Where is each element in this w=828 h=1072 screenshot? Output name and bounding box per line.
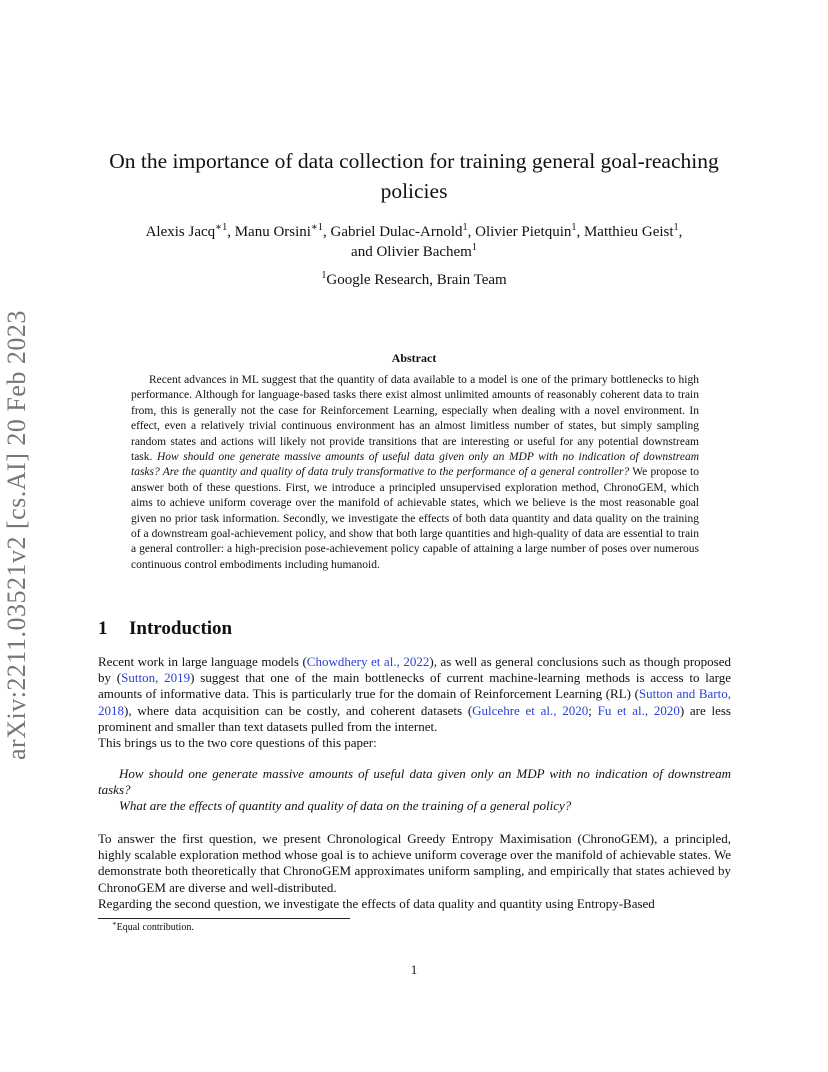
author-name: Olivier Pietquin [475,224,572,240]
text-run: ) suggest that one of the main bottlenecks of current machine-learning methods is access to large amounts of informative data. This is particularly true for the domain of Reinforcement Learning (RL) ( [98,670,731,702]
section-title: Introduction [129,618,233,639]
paper-title: On the importance of data collection for training general goal-reaching policies [109,149,719,203]
citation-link[interactable]: Fu et al., 2020 [597,702,680,718]
author-mark: ∗1 [215,222,228,233]
author-name: Gabriel Dulac-Arnold [330,224,463,240]
footnote [112,922,194,933]
author-name: Manu Orsini [234,224,311,240]
footnote-rule [98,918,350,919]
author-mark: 1 [462,222,468,233]
author-name: Alexis Jacq [145,224,216,240]
author-mark: 1 [673,222,679,233]
page-number: 1 [410,962,418,977]
question-2: What are the effects of quantity and quality of data on the training of a general policy? [119,798,572,814]
text-run: ), as well as general conclusions such as though proposed by ( [98,654,731,686]
citation-link[interactable]: Sutton and Barto, 2018 [98,686,732,718]
text-run: Regarding the second question, we investigate the effects of data quality and quantity using Entropy-Based [98,895,655,911]
arxiv-identifier: arXiv:2211.03521v2 [cs.AI] 20 Feb 2023 [2,310,31,760]
core-questions [98,766,731,815]
author-mark: ∗1 [310,222,323,233]
question-1: How should one generate massive amounts of useful data given only an MDP with no indication of downstream tasks? [98,766,731,798]
text-run: ), where data acquisition can be costly, and coherent datasets ( [124,702,473,718]
intro-paragraph-1 [98,654,731,751]
intro-paragraph-2 [98,831,731,912]
author-name: Matthieu Geist [583,224,674,240]
text-run: ; [588,702,598,718]
section-number: 1 [98,618,108,639]
footnote-mark: ∗ [112,920,117,928]
citation-link[interactable]: Chowdhery et al., 2022 [306,654,430,669]
citation-link[interactable]: Sutton, 2019 [121,670,191,686]
text-run: To answer the first question, we present Chronological Greedy Entropy Maximisation (ChronoGEM), a principled, highly scalable exploration method whose goal is to achieve uniform coverage over the manifold of achievable states. We demonstrate both theoretically that ChronoGEM approximates uniform sampling, and empirically that states achieved by ChronoGEM are diverse and well-distributed. [98,831,731,895]
text-run: ) are less prominent and smaller than text datasets pulled from the internet. [98,702,731,734]
affiliation [100,272,728,289]
affiliation-name: Google Research, Brain Team [326,272,507,288]
abstract-part: Recent advances in ML suggest that the quantity of data available to a model is one of the primary bottlenecks to high performance. Although for language-based tasks there exist almost unlimited amounts of reasonably coherent data to train from, this is generally not the case for Reinforcement Learning, especially when dealing with a novel environment. In effect, even a relatively trivial continuous environment has an almost limitless number of states, but simply sampling random states and actions will likely not provide transitions that are interesting or useful for any potential downstream task. [131,374,699,464]
author-list: Alexis Jacq$^{∗1}$, Manu Orsini$^{∗1}$, Gabriel Dulac-Arnold$^1$, Olivier Pietquin$^1$, Matthieu Geist$^1$, and Olivier Bachem$^1$ [145,222,683,260]
abstract-questions: How should one generate massive amounts of useful data given only an MDP with no indication of downstream tasks? Are the quantity and quality of data truly transformative to the performance of a general controller? [131,451,699,479]
citation-link[interactable]: Gulcehre et al., 2020 [472,702,589,718]
text-run: Recent work in large language models ( [98,654,307,669]
author-mark: 1 [571,222,577,233]
abstract-text [131,373,699,573]
abstract-heading: Abstract [391,351,437,365]
footnote-text: Equal contribution. [116,922,194,933]
author-name: Olivier Bachem [376,244,472,260]
text-run: This brings us to the two core questions of this paper: [98,735,377,751]
author-mark: 1 [471,242,477,253]
abstract-part: We propose to answer both of these questions. First, we introduce a principled unsupervised exploration method, ChronoGEM, which aims to achieve uniform coverage over the manifold of achievable states, which we believe is the most reasonable goal given no prior task information. Secondly, we investigate the effects of both data quantity and data quality on the training of a downstream goal-achievement policy, and show that both large quantities and high-quality of data are essential to train a general controller: a high-precision pose-achievement policy capable of attaining a large number of poses over numerous continuous control embodiments including humanoid. [131,466,699,571]
section-heading [98,618,232,640]
affiliation-mark: 1 [321,270,327,281]
